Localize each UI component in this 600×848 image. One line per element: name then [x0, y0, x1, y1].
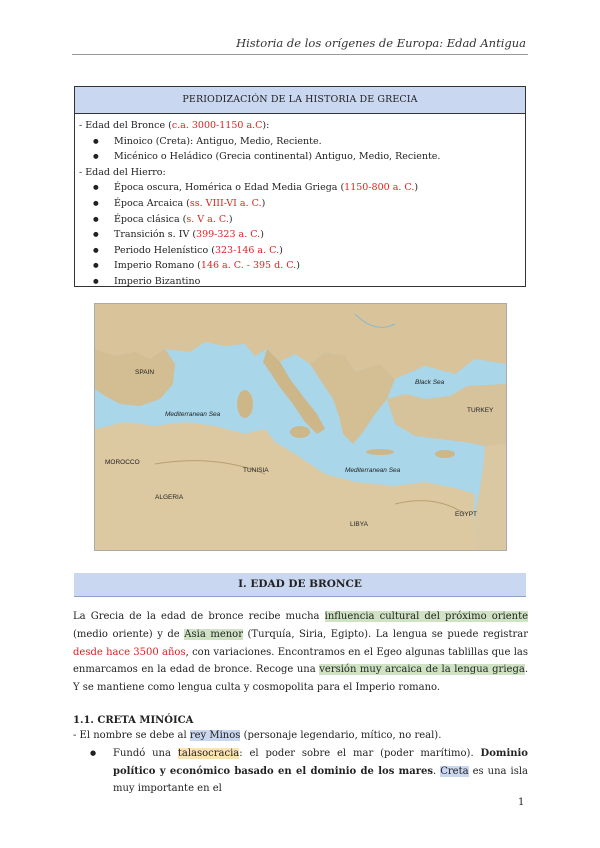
intro-text: , con variaciones. Encontramos en el Egeo alguna​s tablillas que las enmarcamos en la edad de bronce. Recoge una: [73, 646, 528, 676]
bullet-highlight: Creta: [440, 765, 469, 777]
period-date: 323-146 a. C.: [214, 244, 280, 256]
map-label-spain: SPAIN: [135, 369, 155, 376]
map-label-black-sea: Black Sea: [415, 379, 445, 386]
period-label: Época Arcaica (: [114, 197, 190, 209]
header-rule: [72, 54, 528, 55]
iron-age-list: [79, 180, 519, 289]
map-label-turkey: TURKEY: [467, 407, 494, 414]
map-graphic: [95, 304, 506, 550]
intro-text: . Y se mantiene como lengua culta y cosmopolita para el Imperio romano.: [73, 664, 528, 694]
period-date: ss. VIII-VI a. C.: [189, 197, 262, 209]
list-item: [93, 180, 519, 196]
intro-paragraph: [73, 608, 528, 697]
map-label-sea-east: Mediterranean Sea: [345, 467, 401, 474]
minos-highlight: rey Minos: [189, 730, 241, 741]
map-label-egypt: EGYPT: [455, 511, 478, 518]
iron-age-line: - Edad del Hierro:: [79, 166, 166, 178]
period-date: s. V a. C.: [186, 213, 229, 225]
period-close: ): [261, 197, 266, 209]
list-item: [93, 243, 519, 259]
period-label: Periodo Helenístico (: [114, 244, 215, 256]
period-close: ): [228, 213, 233, 225]
bullet-run: es una isla muy importante en el: [113, 765, 529, 794]
cyprus-island: [435, 450, 455, 458]
bronze-age-line: [79, 118, 519, 134]
thalassocracy-bullet: [90, 745, 529, 798]
list-item: ● Minoico (Creta): Antiguo, Medio, Reciente.: [93, 134, 519, 150]
period-label: Época clásica (: [114, 213, 187, 225]
intro-highlight: influencia cultural del próximo oriente: [324, 611, 529, 622]
period-label: Imperio Romano (: [114, 260, 201, 272]
minos-line: [73, 730, 441, 741]
intro-red-text: desde hace 3500 años: [73, 646, 186, 658]
period-close: ): [260, 229, 264, 241]
list-item: ● Micénico o Heládico (Grecia continental) Antiguo, Medio, Reciente.: [93, 149, 519, 165]
intro-text: (medio oriente) y de: [73, 628, 185, 640]
bullet-highlight: talasocracia: [177, 748, 240, 759]
sardinia-island: [237, 390, 253, 418]
bronze-age-list: [79, 134, 519, 165]
period-date: 146 a. C. - 395 d. C.: [200, 260, 297, 272]
intro-text: (Turquía, Siria, Egipto). La lengua se puede registrar: [242, 628, 528, 640]
list-item: [93, 274, 519, 290]
map-label-morocco: MOROCCO: [105, 459, 140, 466]
bullet-run: Fundó una: [113, 748, 178, 759]
period-label: Época oscura, Homérica o Edad Media Griega (: [114, 182, 345, 194]
mediterranean-map: [94, 303, 507, 551]
bronze-age-suffix: ):: [262, 120, 270, 131]
crete-island: [366, 449, 394, 455]
minos-text: (personaje legendario, mítico, no real).: [240, 730, 442, 741]
bronze-age-date: c.a. 3000-1150 a.C: [171, 120, 263, 131]
list-item: [93, 258, 519, 274]
period-label: Imperio Bizantino: [114, 275, 201, 287]
minos-text: - El nombre se debe al: [73, 730, 190, 741]
intro-highlight: versión muy arcaica de la lengua griega: [319, 664, 525, 676]
map-label-tunisia: TUNISIA: [243, 467, 269, 474]
bullet-run: : el poder sobre el mar (poder marítimo).: [239, 748, 481, 759]
period-close: ): [279, 244, 283, 256]
map-label-sea-west: Mediterranean Sea: [165, 411, 221, 418]
bullet-bold: Dominio político y económico basado en el dominio de los mares: [113, 748, 528, 777]
period-label: Transición s. IV (: [114, 229, 197, 241]
sicily-island: [290, 426, 310, 438]
map-label-algeria: ALGERIA: [155, 494, 184, 501]
period-date: 1150-800 a. C.: [344, 182, 415, 194]
bullet-text: [94, 745, 528, 798]
intro-text: La Grecia de la edad de bronce recibe mucha: [73, 611, 325, 622]
period-close: ): [296, 260, 300, 272]
periodization-table: [74, 86, 526, 287]
bronze-age-label: - Edad del Bronce (: [79, 120, 172, 131]
periodization-title: PERIODIZACIÓN DE LA HISTORIA DE GRECIA: [75, 87, 525, 114]
list-item: [93, 227, 519, 243]
period-close: ): [414, 182, 419, 194]
subsection-heading: 1.1. CRETA MINÓICA: [73, 715, 194, 726]
running-header: Historia de los orígenes de Europa: Edad Antigua: [236, 36, 526, 50]
intro-highlight: Asia menor: [184, 628, 243, 640]
period-date: 399-323 a. C.: [196, 229, 261, 241]
page-number: 1: [518, 797, 525, 808]
section-heading: I. EDAD DE BRONCE: [74, 573, 526, 597]
list-item: [93, 212, 519, 228]
bullet-run: .: [433, 765, 441, 777]
bullet-dot: ●: [90, 749, 97, 757]
list-item: [93, 196, 519, 212]
map-label-libya: LIBYA: [350, 521, 368, 528]
periodization-body: [75, 114, 525, 290]
